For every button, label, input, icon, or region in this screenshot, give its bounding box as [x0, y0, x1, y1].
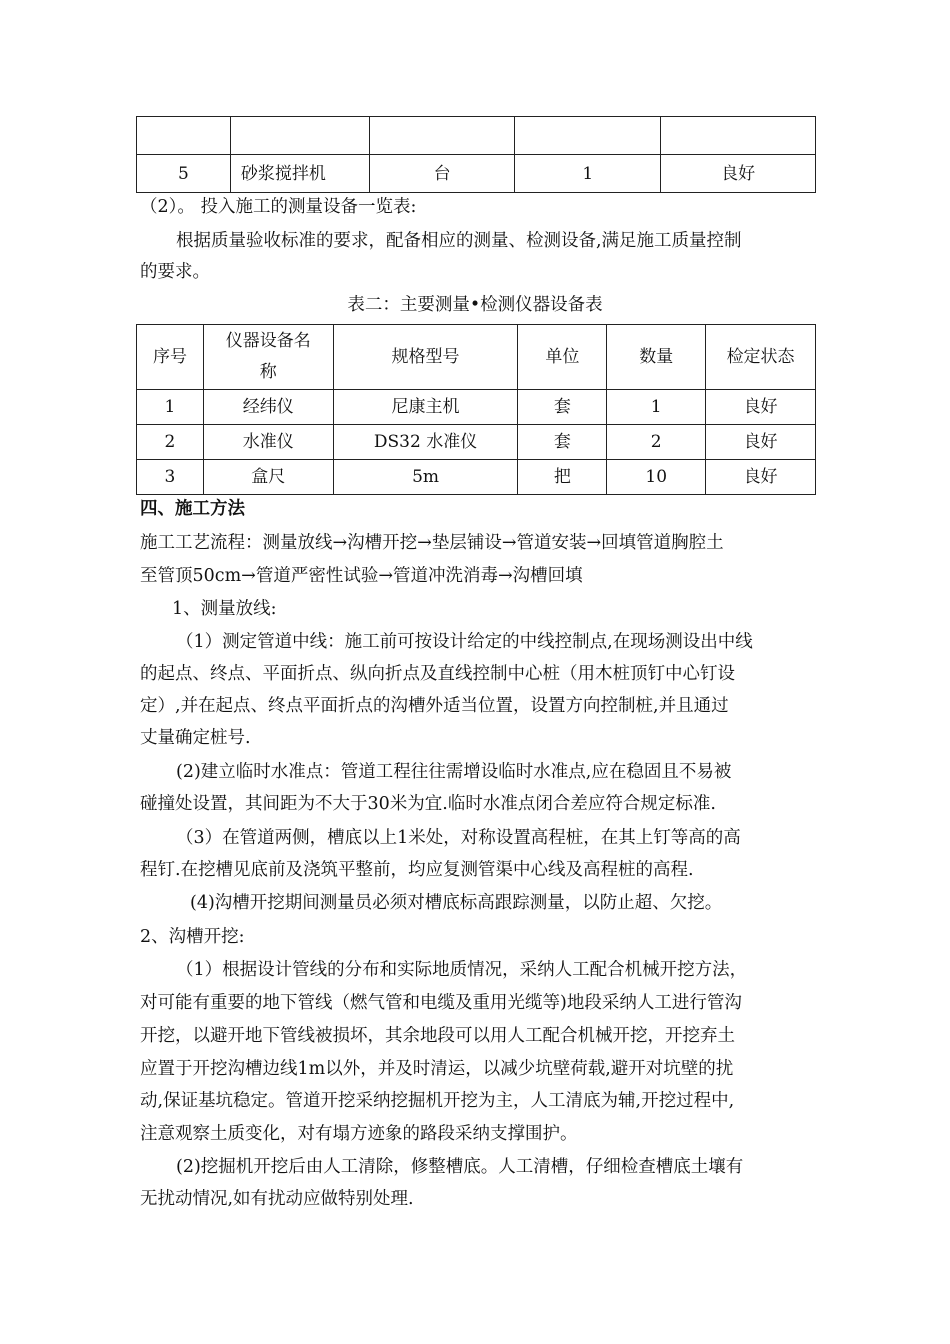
header-cell: 数量	[607, 325, 706, 390]
table-row	[137, 425, 816, 460]
paragraph-line: 根据质量验收标准的要求，配备相应的测量、检测设备,满足施工质量控制	[176, 231, 742, 251]
table-cell: 3	[137, 460, 204, 495]
table-row	[137, 460, 816, 495]
table-row	[137, 155, 816, 193]
table-cell: DS32 水准仪	[333, 425, 518, 460]
header-cell: 检定状态	[706, 325, 816, 390]
paragraph-line: 的要求。	[140, 262, 210, 282]
paragraph-line: 程钉.在挖槽见底前及浇筑平整前，均应复测管渠中心线及高程桩的高程.	[140, 860, 694, 880]
table-cell: 2	[607, 425, 706, 460]
table-cell: 盒尺	[203, 460, 333, 495]
header-line: 称	[259, 362, 277, 382]
paragraph-line: (2)建立临时水准点：管道工程往往需增设临时水准点,应在稳固且不易被	[176, 762, 732, 782]
paragraph-line: 定）,并在起点、终点平面折点的沟槽外适当位置，设置方向控制桩,并且通过	[140, 696, 729, 716]
paragraph-line: 对可能有重要的地下管线（燃气管和电缆及重用光缆等)地段采纳人工进行管沟	[140, 993, 742, 1013]
equipment-table-continued	[136, 116, 816, 193]
header-cell	[203, 325, 333, 390]
paragraph-line: (4)沟槽开挖期间测量员必须对槽底标高跟踪测量，以防止超、欠挖。	[190, 893, 723, 913]
table-cell: 砂浆搅拌机	[230, 155, 369, 193]
table-cell: 5m	[333, 460, 518, 495]
table-cell	[230, 117, 369, 155]
paragraph-line: （3）在管道两侧，槽底以上1米处，对称设置高程桩，在其上钉等高的高	[176, 828, 741, 848]
header-cell: 序号	[137, 325, 204, 390]
subsection-title: 1、测量放线:	[172, 599, 277, 619]
header-line: 仪器设备名	[225, 331, 311, 351]
table-header-row	[137, 325, 816, 390]
table-cell	[369, 117, 515, 155]
table-cell: 水准仪	[203, 425, 333, 460]
paragraph-line: 碰撞处设置，其间距为不大于30米为宜.临时水准点闭合差应符合规定标准.	[140, 794, 716, 814]
paragraph-line: 施工工艺流程：测量放线→沟槽开挖→垫层铺设→管道安装→回填管道胸腔土	[140, 533, 724, 553]
table-cell: 1	[515, 155, 661, 193]
section-title: 四、施工方法	[140, 499, 245, 519]
paragraph-line: 注意观察土质变化，对有塌方迹象的路段采纳支撑围护。	[140, 1124, 578, 1144]
table-cell: 10	[607, 460, 706, 495]
paragraph-line: 无扰动情况,如有扰动应做特别处理.	[140, 1189, 414, 1209]
subsection-title: 2、沟槽开挖:	[140, 927, 245, 947]
table-cell: 良好	[706, 390, 816, 425]
table-cell: 经纬仪	[203, 390, 333, 425]
paragraph-line: 开挖，以避开地下管线被损坏，其余地段可以用人工配合机械开挖，开挖弃土	[140, 1026, 735, 1046]
table-cell: 1	[607, 390, 706, 425]
table-row	[137, 117, 816, 155]
table-cell: 尼康主机	[333, 390, 518, 425]
paragraph-line: 应置于开挖沟槽边线1m以外，并及时清运，以减少坑壁荷载,避开对坑壁的扰	[140, 1059, 734, 1079]
paragraph-line: 的起点、终点、平面折点、纵向折点及直线控制中心桩（用木桩顶钉中心钉设	[140, 664, 735, 684]
table-cell	[661, 117, 816, 155]
table-cell	[515, 117, 661, 155]
table-cell: 2	[137, 425, 204, 460]
paragraph-line: 丈量确定桩号.	[140, 728, 251, 748]
paragraph-line: （1）根据设计管线的分布和实际地质情况，采纳人工配合机械开挖方法，	[176, 960, 748, 980]
table-cell	[137, 117, 231, 155]
header-cell: 单位	[518, 325, 607, 390]
table-cell: 套	[518, 390, 607, 425]
table-row	[137, 390, 816, 425]
header-cell: 规格型号	[333, 325, 518, 390]
paragraph-line: 至管顶50cm→管道严密性试验→管道冲洗消毒→沟槽回填	[140, 566, 583, 586]
paragraph-line: （1）测定管道中线：施工前可按设计给定的中线控制点,在现场测设出中线	[176, 632, 753, 652]
table-cell: 把	[518, 460, 607, 495]
table-cell: 良好	[706, 460, 816, 495]
table-caption: 表二：主要测量•检测仪器设备表	[347, 295, 603, 315]
survey-instrument-table	[136, 324, 816, 495]
section-heading: （2）。 投入施工的测量设备一览表:	[140, 197, 417, 217]
table-cell: 台	[369, 155, 515, 193]
table-cell: 良好	[706, 425, 816, 460]
table-cell: 套	[518, 425, 607, 460]
table-cell: 1	[137, 390, 204, 425]
table-cell: 良好	[661, 155, 816, 193]
table-cell: 5	[137, 155, 231, 193]
paragraph-line: (2)挖掘机开挖后由人工清除，修整槽底。人工清槽，仔细检查槽底土壤有	[176, 1157, 744, 1177]
paragraph-line: 动,保证基坑稳定。管道开挖采纳挖掘机开挖为主，人工清底为辅,开挖过程中,	[140, 1091, 735, 1111]
